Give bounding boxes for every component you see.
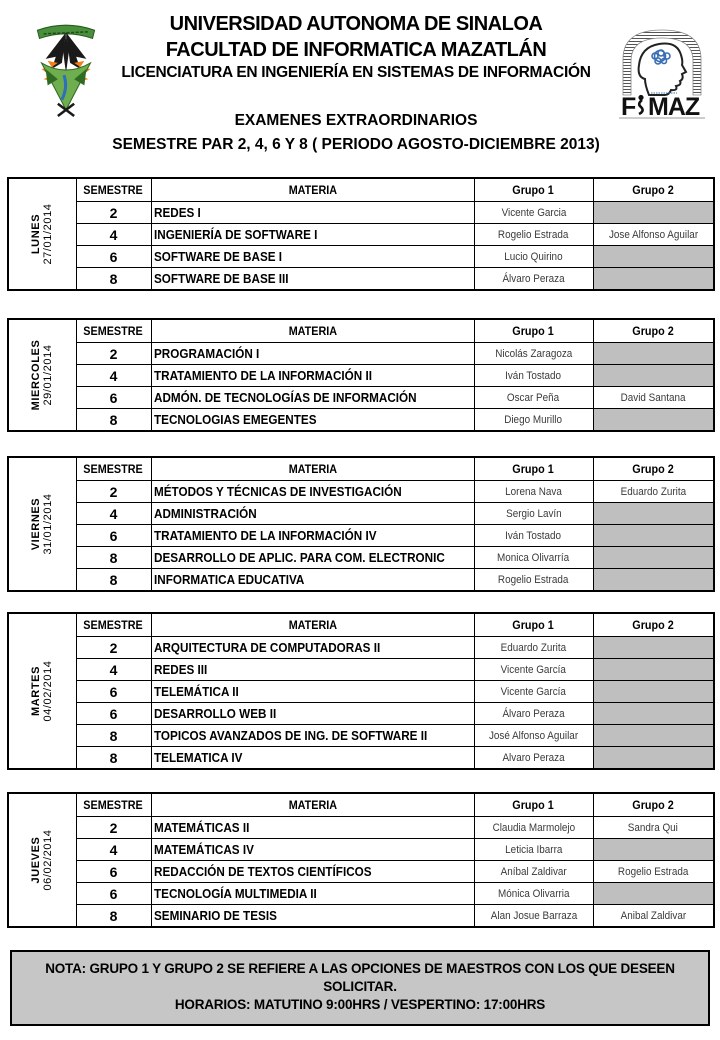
table-row bbox=[8, 202, 714, 224]
materia-cell bbox=[151, 817, 474, 839]
col-header-grupo1-label: Grupo 1 bbox=[512, 798, 555, 812]
day-name: JUEVES bbox=[30, 836, 43, 884]
grupo2-cell bbox=[593, 365, 714, 387]
col-header-materia bbox=[151, 457, 474, 481]
grupo1-cell-text: Claudia Marmolejo bbox=[492, 821, 575, 834]
semester-cell bbox=[76, 905, 151, 928]
day-name: MARTES bbox=[30, 665, 43, 717]
grupo2-cell-text: Jose Alfonso Aguilar bbox=[608, 228, 698, 241]
grupo1-cell bbox=[474, 905, 593, 928]
semester-cell-text: 6 bbox=[109, 885, 118, 902]
grupo2-cell-text: Anibal Zaldivar bbox=[620, 909, 686, 922]
col-header-grupo1 bbox=[474, 793, 593, 817]
university-name: UNIVERSIDAD AUTONOMA DE SINALOA bbox=[169, 13, 543, 35]
semester-cell bbox=[76, 365, 151, 387]
exam-table-lunes bbox=[7, 177, 715, 291]
grupo1-cell-text: Aníbal Zaldivar bbox=[500, 865, 567, 878]
col-header-grupo2-label: Grupo 2 bbox=[632, 618, 674, 632]
col-header-semestre-label: SEMESTRE bbox=[83, 618, 144, 632]
semester-cell bbox=[76, 503, 151, 525]
grupo1-cell bbox=[474, 365, 593, 387]
col-header-grupo2-label: Grupo 2 bbox=[632, 324, 674, 338]
semester-cell-text: 6 bbox=[109, 389, 118, 406]
col-header-materia-label: MATERIA bbox=[288, 798, 337, 812]
grupo1-cell bbox=[474, 861, 593, 883]
table-row bbox=[8, 839, 714, 861]
fimaz-logo bbox=[614, 25, 710, 119]
col-header-grupo2 bbox=[593, 793, 714, 817]
semester-cell bbox=[76, 569, 151, 592]
semester-cell-text: 2 bbox=[109, 204, 118, 221]
grupo2-cell-text: Rogelio Estrada bbox=[618, 865, 689, 878]
col-header-semestre-label: SEMESTRE bbox=[83, 462, 144, 476]
table-row bbox=[8, 861, 714, 883]
materia-cell-text: MÉTODOS Y TÉCNICAS DE INVESTIGACIÓN bbox=[153, 484, 402, 499]
semester-cell bbox=[76, 747, 151, 770]
grupo2-cell bbox=[593, 503, 714, 525]
semester-cell-text: 6 bbox=[109, 863, 118, 880]
grupo1-cell bbox=[474, 703, 593, 725]
table-row bbox=[8, 659, 714, 681]
col-header-grupo2 bbox=[593, 178, 714, 202]
day-date: 29/01/2014 bbox=[42, 344, 55, 406]
faculty-name: FACULTAD DE INFORMATICA MAZATLÁN bbox=[165, 39, 547, 61]
day-name: VIERNES bbox=[30, 497, 43, 551]
day-label bbox=[30, 340, 54, 411]
col-header-grupo1-label: Grupo 1 bbox=[512, 618, 555, 632]
grupo2-cell-text: Sandra Qui bbox=[628, 821, 679, 834]
semester-cell bbox=[76, 525, 151, 547]
day-name: LUNES bbox=[30, 213, 43, 255]
semester-cell bbox=[76, 637, 151, 659]
col-header-materia bbox=[151, 178, 474, 202]
exam-table-viernes bbox=[7, 456, 715, 592]
semester-cell-text: 4 bbox=[109, 367, 118, 384]
grupo1-cell-text: Mónica Olivarria bbox=[497, 887, 570, 900]
grupo1-cell-text: Rogelio Estrada bbox=[498, 228, 569, 241]
col-header-semestre-label: SEMESTRE bbox=[83, 798, 144, 812]
header-row bbox=[8, 793, 714, 817]
semester-cell bbox=[76, 268, 151, 291]
semester-cell bbox=[76, 547, 151, 569]
materia-cell-text: MATEMÁTICAS IV bbox=[153, 842, 254, 857]
grupo2-cell bbox=[593, 202, 714, 224]
semester-cell bbox=[76, 343, 151, 365]
table-row bbox=[8, 387, 714, 409]
semester-cell bbox=[76, 725, 151, 747]
semester-cell bbox=[76, 224, 151, 246]
semester-cell bbox=[76, 883, 151, 905]
materia-cell bbox=[151, 681, 474, 703]
col-header-grupo1 bbox=[474, 613, 593, 637]
day-name: MIERCOLES bbox=[30, 339, 43, 411]
table-row bbox=[8, 481, 714, 503]
materia-cell-text: ADMINISTRACIÓN bbox=[153, 506, 257, 521]
grupo1-cell bbox=[474, 202, 593, 224]
grupo2-cell-text: Eduardo Zurita bbox=[620, 485, 686, 498]
semester-cell bbox=[76, 246, 151, 268]
col-header-materia bbox=[151, 319, 474, 343]
grupo2-cell bbox=[593, 905, 714, 928]
materia-cell-text: REDES I bbox=[153, 205, 201, 220]
note-line: SOLICITAR. bbox=[323, 979, 397, 994]
col-header-grupo1 bbox=[474, 178, 593, 202]
table-row bbox=[8, 817, 714, 839]
materia-cell-text: SOFTWARE DE BASE III bbox=[153, 271, 289, 286]
grupo2-cell bbox=[593, 747, 714, 770]
col-header-grupo2 bbox=[593, 457, 714, 481]
col-header-grupo1 bbox=[474, 457, 593, 481]
materia-cell-text: TELEMATICA IV bbox=[153, 750, 242, 765]
document-subtitle: SEMESTRE PAR 2, 4, 6 Y 8 ( PERIODO AGOSTO-DICIEMBRE 2013) bbox=[112, 136, 600, 153]
semester-cell-text: 4 bbox=[109, 226, 118, 243]
materia-cell bbox=[151, 246, 474, 268]
materia-cell-text: TRATAMIENTO DE LA INFORMACIÓN IV bbox=[153, 528, 377, 543]
table-row bbox=[8, 883, 714, 905]
table-row bbox=[8, 224, 714, 246]
col-header-grupo2 bbox=[593, 613, 714, 637]
day-date: 31/01/2014 bbox=[42, 493, 55, 555]
fimaz-head-icon bbox=[614, 25, 710, 119]
program-name: LICENCIATURA EN INGENIERÍA EN SISTEMAS DE INFORMACIÓN bbox=[121, 64, 591, 81]
grupo2-cell bbox=[593, 861, 714, 883]
grupo1-cell bbox=[474, 681, 593, 703]
semester-cell-text: 4 bbox=[109, 661, 118, 678]
grupo1-cell-text: Sergio Lavín bbox=[505, 507, 562, 520]
table-row bbox=[8, 905, 714, 928]
col-header-materia-label: MATERIA bbox=[288, 618, 337, 632]
fimaz-text-prefix: F bbox=[621, 93, 636, 119]
grupo1-cell-text: Vicente Garcia bbox=[501, 206, 566, 219]
day-label-cell bbox=[8, 319, 76, 431]
col-header-semestre-label: SEMESTRE bbox=[83, 324, 144, 338]
materia-cell-text: ARQUITECTURA DE COMPUTADORAS II bbox=[153, 640, 380, 655]
semester-cell-text: 6 bbox=[109, 683, 118, 700]
grupo1-cell bbox=[474, 637, 593, 659]
grupo2-cell bbox=[593, 883, 714, 905]
grupo2-cell bbox=[593, 703, 714, 725]
materia-cell-text: PROGRAMACIÓN I bbox=[153, 346, 259, 361]
materia-cell bbox=[151, 268, 474, 291]
materia-cell bbox=[151, 224, 474, 246]
table-row bbox=[8, 503, 714, 525]
materia-cell bbox=[151, 905, 474, 928]
materia-cell-text: TELEMÁTICA II bbox=[153, 684, 239, 699]
day-label-cell bbox=[8, 793, 76, 927]
semester-cell bbox=[76, 861, 151, 883]
table-row bbox=[8, 365, 714, 387]
col-header-grupo1-label: Grupo 1 bbox=[512, 183, 555, 197]
day-label-cell bbox=[8, 613, 76, 769]
materia-cell-text: ADMÓN. DE TECNOLOGÍAS DE INFORMACIÓN bbox=[153, 390, 417, 405]
semester-cell bbox=[76, 481, 151, 503]
grupo1-cell-text: Oscar Peña bbox=[507, 391, 560, 404]
semester-cell bbox=[76, 409, 151, 432]
materia-cell bbox=[151, 861, 474, 883]
col-header-semestre bbox=[76, 319, 151, 343]
materia-cell-text: TECNOLOGÍA MULTIMEDIA II bbox=[153, 886, 317, 901]
materia-cell bbox=[151, 503, 474, 525]
grupo1-cell bbox=[474, 268, 593, 291]
grupo1-cell-text: Vicente García bbox=[500, 685, 567, 698]
grupo2-cell bbox=[593, 569, 714, 592]
grupo1-cell bbox=[474, 343, 593, 365]
grupo2-cell bbox=[593, 525, 714, 547]
col-header-grupo2 bbox=[593, 319, 714, 343]
table-row bbox=[8, 703, 714, 725]
semester-cell-text: 8 bbox=[109, 749, 118, 766]
grupo1-cell-text: José Alfonso Aguilar bbox=[488, 729, 579, 742]
col-header-semestre bbox=[76, 613, 151, 637]
materia-cell bbox=[151, 637, 474, 659]
materia-cell bbox=[151, 409, 474, 432]
grupo2-cell bbox=[593, 817, 714, 839]
materia-cell-text: DESARROLLO WEB II bbox=[153, 706, 276, 721]
materia-cell bbox=[151, 525, 474, 547]
semester-cell-text: 2 bbox=[109, 345, 118, 362]
semester-cell-text: 8 bbox=[109, 571, 118, 588]
col-header-materia-label: MATERIA bbox=[288, 462, 337, 476]
semester-cell-text: 2 bbox=[109, 819, 118, 836]
grupo1-cell bbox=[474, 839, 593, 861]
grupo2-cell-text: David Santana bbox=[620, 391, 686, 404]
day-label bbox=[30, 660, 54, 721]
grupo1-cell-text: Rogelio Estrada bbox=[498, 573, 569, 586]
day-label bbox=[30, 829, 54, 890]
semester-cell-text: 8 bbox=[109, 411, 118, 428]
note-line: HORARIOS: MATUTINO 9:00HRS / VESPERTINO: 17:00HRS bbox=[174, 997, 546, 1012]
materia-cell bbox=[151, 839, 474, 861]
col-header-grupo1-label: Grupo 1 bbox=[512, 324, 555, 338]
grupo1-cell bbox=[474, 246, 593, 268]
day-label-cell bbox=[8, 178, 76, 290]
semester-cell bbox=[76, 202, 151, 224]
exam-table-martes bbox=[7, 612, 715, 770]
note-box bbox=[10, 950, 710, 1026]
materia-cell bbox=[151, 883, 474, 905]
semester-cell-text: 4 bbox=[109, 505, 118, 522]
materia-cell bbox=[151, 343, 474, 365]
semester-cell-text: 4 bbox=[109, 841, 118, 858]
materia-cell bbox=[151, 202, 474, 224]
grupo2-cell bbox=[593, 387, 714, 409]
grupo2-cell bbox=[593, 246, 714, 268]
col-header-materia-label: MATERIA bbox=[288, 183, 337, 197]
grupo1-cell-text: Eduardo Zurita bbox=[500, 641, 567, 654]
table-row bbox=[8, 747, 714, 770]
grupo1-cell bbox=[474, 409, 593, 432]
grupo1-cell bbox=[474, 569, 593, 592]
grupo2-cell bbox=[593, 637, 714, 659]
semester-cell-text: 8 bbox=[109, 549, 118, 566]
grupo2-cell bbox=[593, 839, 714, 861]
semester-cell bbox=[76, 659, 151, 681]
grupo1-cell-text: Vicente García bbox=[500, 663, 567, 676]
col-header-materia-label: MATERIA bbox=[288, 324, 337, 338]
grupo1-cell-text: Iván Tostado bbox=[505, 369, 562, 382]
materia-cell bbox=[151, 703, 474, 725]
semester-cell-text: 6 bbox=[109, 527, 118, 544]
col-header-materia bbox=[151, 793, 474, 817]
col-header-grupo2-label: Grupo 2 bbox=[632, 798, 674, 812]
grupo1-cell bbox=[474, 481, 593, 503]
table-row bbox=[8, 525, 714, 547]
table-row bbox=[8, 409, 714, 432]
materia-cell-text: REDES III bbox=[153, 662, 207, 677]
col-header-grupo2-label: Grupo 2 bbox=[632, 462, 674, 476]
grupo1-cell-text: Lorena Nava bbox=[505, 485, 562, 498]
grupo2-cell bbox=[593, 681, 714, 703]
fimaz-text-suffix: MAZ bbox=[648, 93, 700, 119]
table-row bbox=[8, 268, 714, 291]
grupo1-cell bbox=[474, 525, 593, 547]
grupo2-cell bbox=[593, 268, 714, 291]
day-date: 04/02/2014 bbox=[42, 660, 55, 722]
semester-cell-text: 8 bbox=[109, 270, 118, 287]
header-row bbox=[8, 457, 714, 481]
semester-cell-text: 2 bbox=[109, 639, 118, 656]
table-row bbox=[8, 725, 714, 747]
grupo1-cell-text: Iván Tostado bbox=[505, 529, 562, 542]
grupo2-cell bbox=[593, 725, 714, 747]
grupo1-cell bbox=[474, 883, 593, 905]
materia-cell-text: INGENIERÍA DE SOFTWARE I bbox=[153, 227, 317, 242]
table-row bbox=[8, 569, 714, 592]
day-label bbox=[30, 203, 54, 264]
grupo2-cell bbox=[593, 547, 714, 569]
grupo2-cell bbox=[593, 481, 714, 503]
materia-cell bbox=[151, 725, 474, 747]
table-row bbox=[8, 681, 714, 703]
col-header-semestre bbox=[76, 793, 151, 817]
grupo2-cell bbox=[593, 343, 714, 365]
grupo1-cell-text: Diego Murillo bbox=[504, 413, 563, 426]
grupo1-cell bbox=[474, 503, 593, 525]
semester-cell-text: 8 bbox=[109, 907, 118, 924]
day-date: 27/01/2014 bbox=[42, 203, 55, 265]
col-header-materia bbox=[151, 613, 474, 637]
materia-cell-text: SOFTWARE DE BASE I bbox=[153, 249, 282, 264]
day-label-cell bbox=[8, 457, 76, 591]
materia-cell bbox=[151, 547, 474, 569]
grupo1-cell bbox=[474, 387, 593, 409]
materia-cell-text: SEMINARIO DE TESIS bbox=[153, 908, 277, 923]
semester-cell-text: 6 bbox=[109, 248, 118, 265]
day-date: 06/02/2014 bbox=[42, 829, 55, 891]
table-row bbox=[8, 547, 714, 569]
semester-cell bbox=[76, 387, 151, 409]
materia-cell-text: TRATAMIENTO DE LA INFORMACIÓN II bbox=[153, 368, 372, 383]
grupo1-cell bbox=[474, 659, 593, 681]
col-header-grupo1 bbox=[474, 319, 593, 343]
semester-cell-text: 2 bbox=[109, 483, 118, 500]
header-row bbox=[8, 178, 714, 202]
grupo1-cell-text: Monica Olivarría bbox=[497, 551, 570, 564]
semester-cell-text: 8 bbox=[109, 727, 118, 744]
grupo1-cell-text: Nicolás Zaragoza bbox=[494, 347, 573, 360]
materia-cell bbox=[151, 481, 474, 503]
grupo1-cell-text: Leticia Ibarra bbox=[504, 843, 563, 856]
grupo1-cell bbox=[474, 547, 593, 569]
grupo1-cell bbox=[474, 747, 593, 770]
header-row bbox=[8, 319, 714, 343]
materia-cell bbox=[151, 659, 474, 681]
semester-cell-text: 6 bbox=[109, 705, 118, 722]
materia-cell-text: REDACCIÓN DE TEXTOS CIENTÍFICOS bbox=[153, 864, 372, 879]
table-row bbox=[8, 343, 714, 365]
materia-cell-text: INFORMATICA EDUCATIVA bbox=[153, 572, 304, 587]
grupo1-cell-text: Alvaro Peraza bbox=[502, 751, 565, 764]
table-row bbox=[8, 637, 714, 659]
semester-cell bbox=[76, 817, 151, 839]
header-row bbox=[8, 613, 714, 637]
grupo1-cell-text: Lucio Quirino bbox=[504, 250, 563, 263]
materia-cell-text: DESARROLLO DE APLIC. PARA COM. ELECTRONIC bbox=[153, 550, 445, 565]
semester-cell bbox=[76, 839, 151, 861]
col-header-semestre bbox=[76, 178, 151, 202]
day-label bbox=[30, 493, 54, 554]
exam-table-miercoles bbox=[7, 318, 715, 432]
grupo1-cell bbox=[474, 817, 593, 839]
semester-cell bbox=[76, 681, 151, 703]
grupo1-cell bbox=[474, 224, 593, 246]
col-header-semestre bbox=[76, 457, 151, 481]
col-header-grupo2-label: Grupo 2 bbox=[632, 183, 674, 197]
table-row bbox=[8, 246, 714, 268]
col-header-grupo1-label: Grupo 1 bbox=[512, 462, 555, 476]
materia-cell bbox=[151, 569, 474, 592]
col-header-semestre-label: SEMESTRE bbox=[83, 183, 144, 197]
grupo1-cell-text: Álvaro Peraza bbox=[502, 272, 565, 285]
materia-cell-text: TOPICOS AVANZADOS DE ING. DE SOFTWARE II bbox=[153, 728, 427, 743]
document-title: EXAMENES EXTRAORDINARIOS bbox=[234, 112, 478, 129]
materia-cell bbox=[151, 747, 474, 770]
note-line: NOTA: GRUPO 1 Y GRUPO 2 SE REFIERE A LAS OPCIONES DE MAESTROS CON LOS QUE DESEEN bbox=[45, 961, 675, 976]
exam-table-jueves bbox=[7, 792, 715, 928]
materia-cell-text: MATEMÁTICAS II bbox=[153, 820, 249, 835]
grupo1-cell-text: Alan Josue Barraza bbox=[490, 909, 577, 922]
grupo2-cell bbox=[593, 224, 714, 246]
grupo1-cell-text: Álvaro Peraza bbox=[502, 707, 565, 720]
grupo1-cell bbox=[474, 725, 593, 747]
materia-cell bbox=[151, 365, 474, 387]
semester-cell bbox=[76, 703, 151, 725]
grupo2-cell bbox=[593, 659, 714, 681]
materia-cell bbox=[151, 387, 474, 409]
grupo2-cell bbox=[593, 409, 714, 432]
materia-cell-text: TECNOLOGIAS EMEGENTES bbox=[153, 412, 317, 427]
